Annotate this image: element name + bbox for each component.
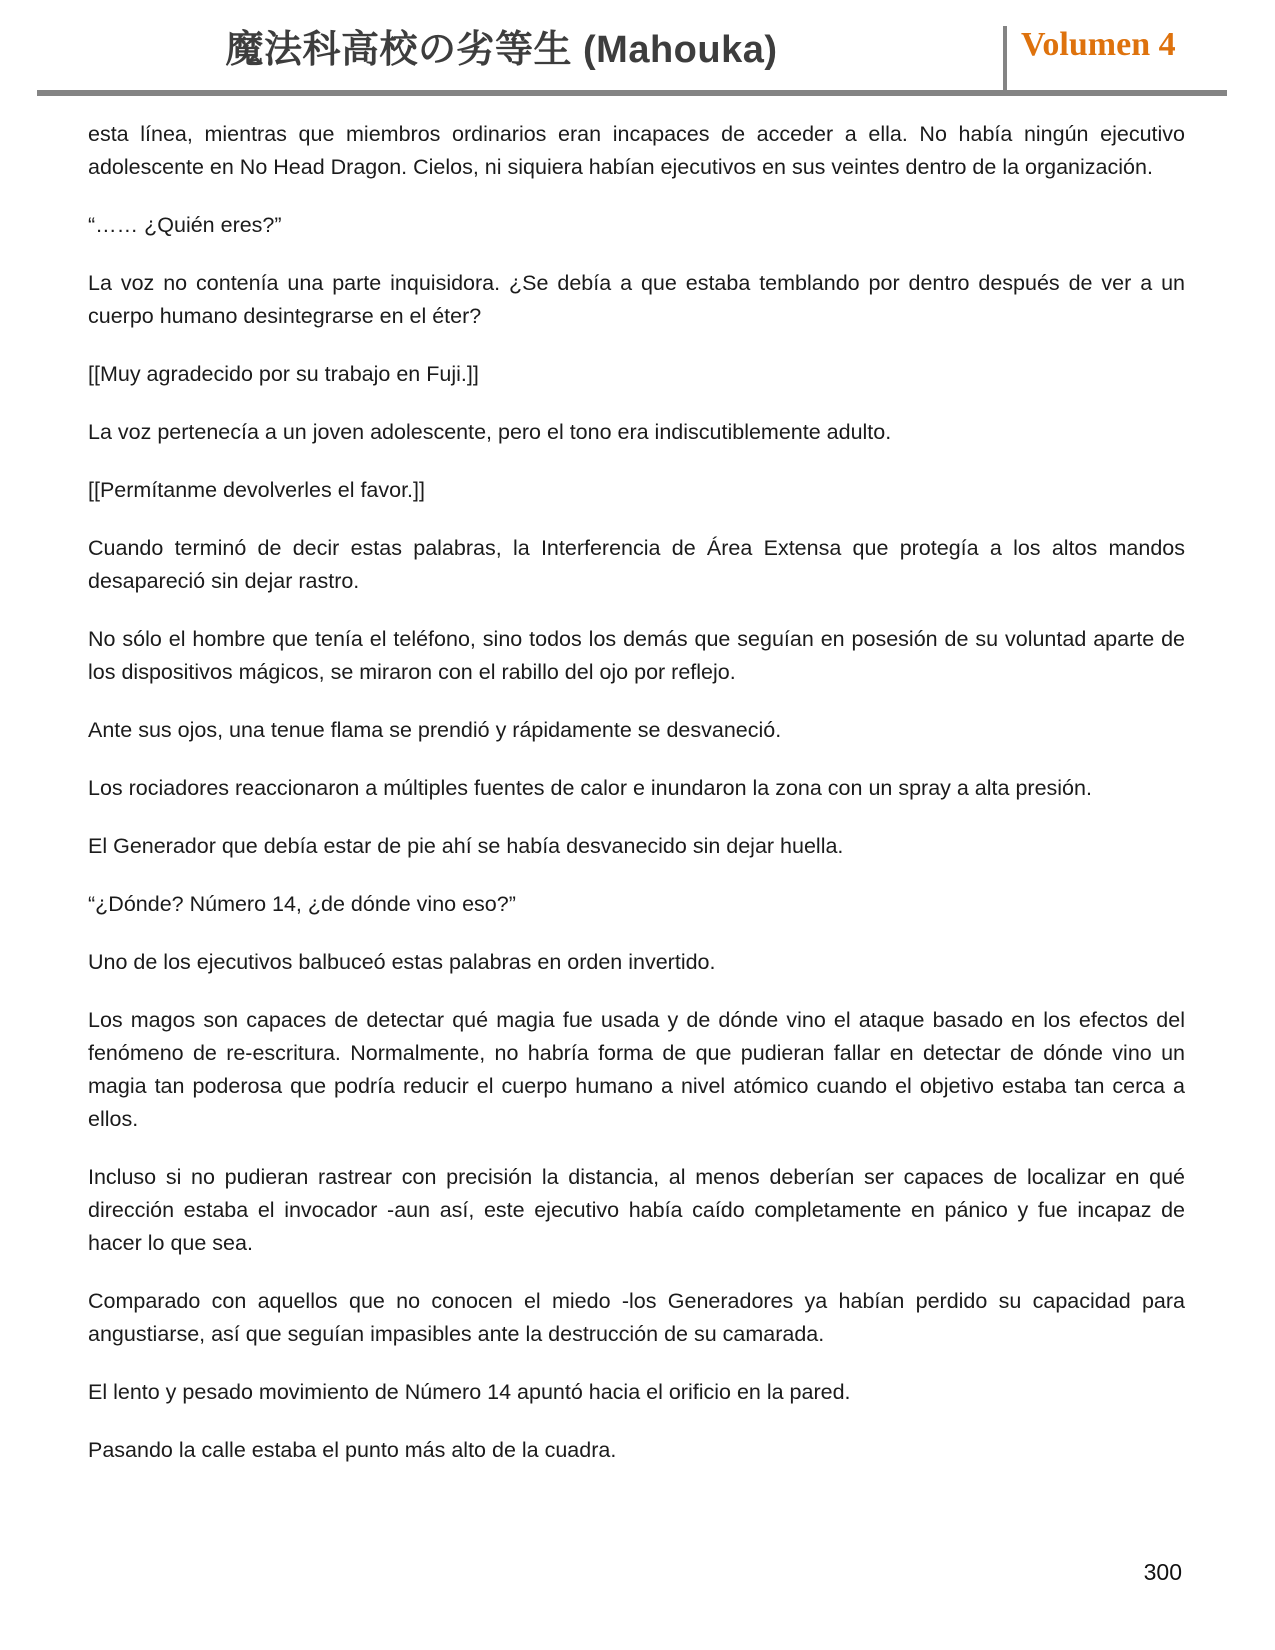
page-footer (1144, 1559, 1182, 1586)
paragraph: Comparado con aquellos que no conocen el miedo -los Generadores ya habían perdido su capacidad para angustiarse, así que seguían impasibles ante la destrucción de su camarada. (88, 1289, 1185, 1346)
volume-label: Volumen 4 (1021, 26, 1176, 63)
page-number: 300 (1143, 1559, 1182, 1585)
header-title-area (0, 0, 1003, 90)
paragraph: Ante sus ojos, una tenue flama se prendió y rápidamente se desvaneció. (88, 718, 782, 742)
paragraph: Incluso si no pudieran rastrear con precisión la distancia, al menos deberían ser capaces de localizar en qué dirección estaba el invocador -aun así, este ejecutivo había caído completamente en pánico y fue incapaz de hacer lo que sea. (88, 1165, 1185, 1255)
paragraph: No sólo el hombre que tenía el teléfono, sino todos los demás que seguían en posesión de su voluntad aparte de los dispositivos mágicos, se miraron con el rabillo del ojo por reflejo. (88, 627, 1185, 684)
paragraph: “…… ¿Quién eres?” (88, 213, 282, 237)
paragraph: [[Permítanme devolverles el favor.]] (88, 478, 425, 502)
paragraph: El lento y pesado movimiento de Número 14 apuntó hacia el orificio en la pared. (88, 1380, 851, 1404)
paragraph: Los rociadores reaccionaron a múltiples fuentes de calor e inundaron la zona con un spray a alta presión. (88, 776, 1092, 800)
paragraph: esta línea, mientras que miembros ordinarios eran incapaces de acceder a ella. No había ningún ejecutivo adolescente en No Head Dragon. Cielos, ni siquiera habían ejecutivos en sus veintes dentro de la organización. (88, 122, 1185, 179)
document-title: 魔法科高校の劣等生 (Mahouka) (225, 28, 778, 71)
paragraph: [[Muy agradecido por su trabajo en Fuji.]] (88, 362, 479, 386)
paragraph: Uno de los ejecutivos balbuceó estas palabras en orden invertido. (88, 950, 716, 974)
paragraph: La voz no contenía una parte inquisidora. ¿Se debía a que estaba temblando por dentro después de ver a un cuerpo humano desintegrarse en el éter? (88, 271, 1185, 328)
header-volume-area (1007, 0, 1275, 90)
page-header (0, 0, 1275, 90)
paragraph: “¿Dónde? Número 14, ¿de dónde vino eso?” (88, 892, 516, 916)
paragraph: La voz pertenecía a un joven adolescente, pero el tono era indiscutiblemente adulto. (88, 420, 892, 444)
paragraph: El Generador que debía estar de pie ahí se había desvanecido sin dejar huella. (88, 834, 844, 858)
paragraph: Los magos son capaces de detectar qué magia fue usada y de dónde vino el ataque basado en los efectos del fenómeno de re-escritura. Normalmente, no habría forma de que pudieran fallar en detectar de dónde vino un magia tan poderosa que podría reducir el cuerpo humano a nivel atómico cuando el objetivo estaba tan cerca a ellos. (88, 1008, 1185, 1131)
paragraph: Cuando terminó de decir estas palabras, la Interferencia de Área Extensa que protegía a los altos mandos desapareció sin dejar rastro. (88, 536, 1185, 593)
page-body (88, 96, 1185, 1467)
paragraph: Pasando la calle estaba el punto más alto de la cuadra. (88, 1438, 617, 1462)
